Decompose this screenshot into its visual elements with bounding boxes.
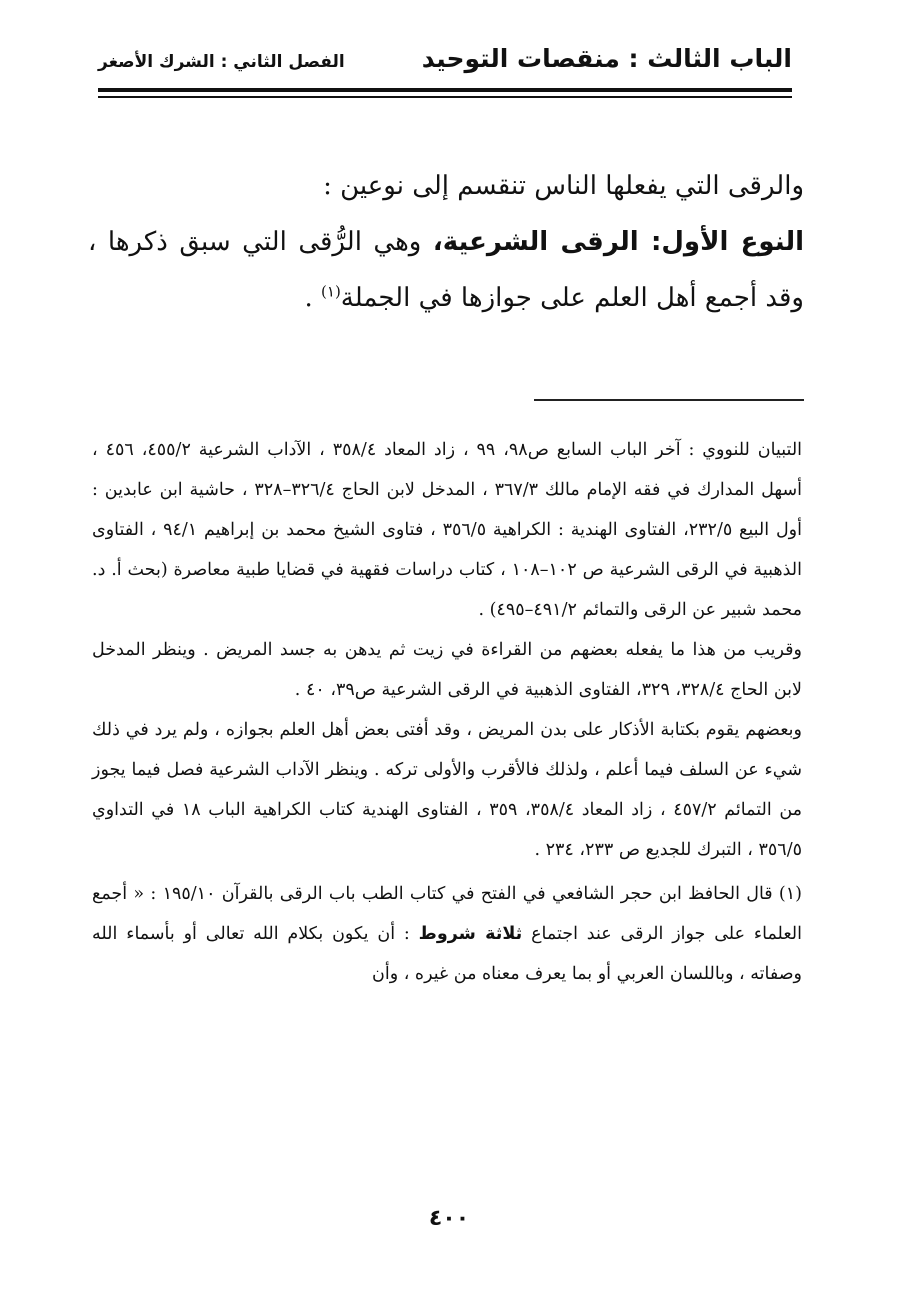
footnotes xyxy=(92,430,802,994)
page-number: ٤٠٠ xyxy=(428,1206,470,1231)
footnote-ref[interactable]: (١) xyxy=(321,282,341,301)
running-header xyxy=(98,44,792,84)
chapter-title: الباب الثالث : منقصات التوحيد xyxy=(421,44,792,73)
header-rule-thick xyxy=(98,88,792,92)
footnote-1-start: (١) قال الحافظ ابن حجر الشافعي في الفتح في كتاب الطب باب الرقى بالقرآن ١٩٥/١٠ : « أجمع العلماء على جواز الرقى عند اجتماع xyxy=(92,884,802,944)
type1-heading: النوع الأول: الرقى الشرعية، xyxy=(432,227,804,257)
footnote-1-end: : أن يكون بكلام الله تعالى أو بأسماء الله وصفاته ، وباللسان العربي أو بما يعرف معناه من غيره ، وأن xyxy=(92,924,802,984)
type1-end: . xyxy=(304,283,322,313)
note-references: التبيان للنووي : آخر الباب السابع ص٩٨، ٩٩ ، زاد المعاد ٣٥٨/٤ ، الآداب الشرعية ٤٥٥/٢، ٤٥٦ ، أسهل المدارك في فقه الإمام مالك ٣٦٧/٣ ، المدخل لابن الحاج ٣٢٦/٤–٣٢٨ ، حاشية ابن عابدين : أول البيع ٢٣٢/٥، الفتاوى الهندية : الكراهية ٣٥٦/٥ ، فتاوى الشيخ محمد بن إبراهيم ٩٤/١ ، الفتاوى الذهبية في الرقى الشرعية ص ١٠٢–١٠٨ ، كتاب دراسات فقهية في قضايا طبية معاصرة (بحث أ. د. محمد شبير عن الرقى والتمائم ٤٩١/٢–٤٩٥) . xyxy=(92,440,803,620)
footnote-separator xyxy=(534,399,804,401)
note-writing-dhikr: وبعضهم يقوم بكتابة الأذكار على بدن المريض ، وقد أفتى بعض أهل العلم بجوازه ، ولم يرد في ذلك شيء عن السلف فيما أعلم ، ولذلك فالأقرب والأولى تركه . وينظر الآداب الشرعية فصل فيما يجوز من التمائم ٤٥٧/٢ ، زاد المعاد ٣٥٨/٤، ٣٥٩ ، الفتاوى الهندية كتاب الكراهية الباب ١٨ في التداوي ٣٥٦/٥ ، التبرك للجديع ص ٢٣٣، ٢٣٤ . xyxy=(92,720,803,860)
footnote-1-bold: ثلاثة شروط xyxy=(418,924,523,944)
footnote-1 xyxy=(92,874,802,994)
type1-paragraph xyxy=(88,214,804,326)
type1-text: وهي الرُّقى التي سبق ذكرها ، وقد أجمع أهل العلم على جوازها في الجملة xyxy=(88,227,804,313)
section-title: الفصل الثاني : الشرك الأصغر xyxy=(98,52,345,72)
note-oil-reading: وقريب من هذا ما يفعله بعضهم من القراءة في زيت ثم يدهن به جسد المريض . وينظر المدخل لابن الحاج ٣٢٨/٤، ٣٢٩، الفتاوى الذهبية في الرقى الشرعية ص٣٩، ٤٠ . xyxy=(92,640,802,700)
main-text xyxy=(88,158,804,326)
intro-paragraph: والرقى التي يفعلها الناس تنقسم إلى نوعين : xyxy=(323,171,804,201)
header-rule-thin xyxy=(98,96,792,98)
